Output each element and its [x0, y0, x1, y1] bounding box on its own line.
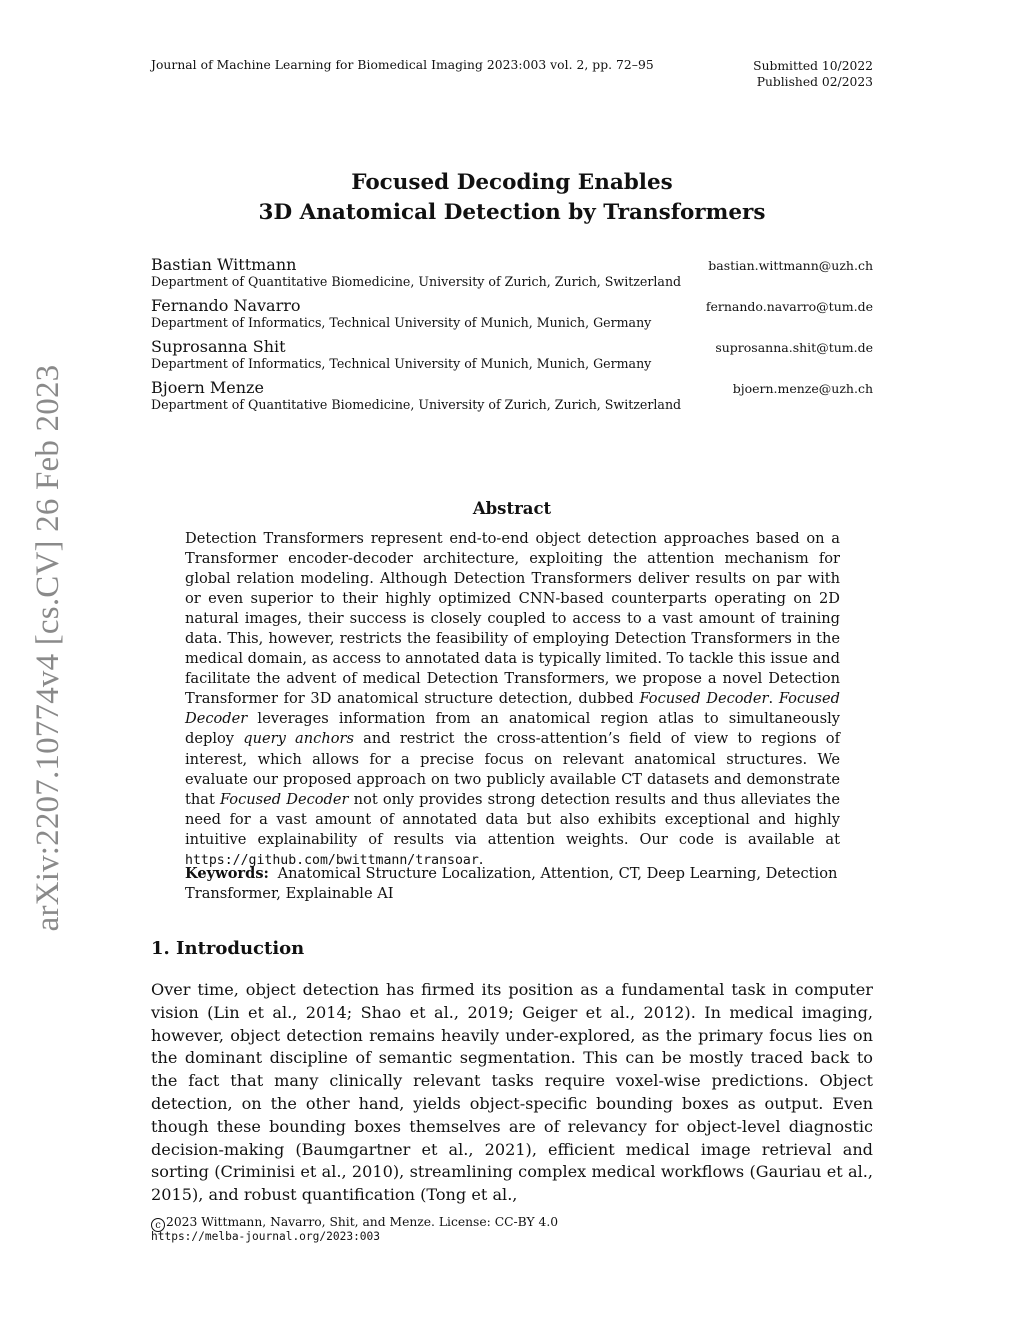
author-affiliation: Department of Informatics, Technical University of Munich, Munich, Germany — [151, 356, 652, 371]
author-block — [151, 337, 873, 378]
abstract-emphasis: Focused Decoder — [219, 790, 349, 808]
section-heading-introduction: 1. Introduction — [151, 938, 305, 959]
author-affiliation: Department of Quantitative Biomedicine, University of Zurich, Zurich, Switzerland — [151, 397, 682, 412]
copyright-text: 2023 Wittmann, Navarro, Shit, and Menze. License: CC-BY 4.0 — [166, 1215, 559, 1229]
copyright-icon: c — [151, 1218, 165, 1232]
arxiv-stamp: arXiv:2207.10774v4 [cs.CV] 26 Feb 2023 — [30, 364, 66, 932]
author-email[interactable]: bastian.wittmann@uzh.ch — [708, 258, 873, 273]
keywords — [185, 864, 840, 904]
keywords-text: Anatomical Structure Localization, Attention, CT, Deep Learning, Detection Transformer, Explainable AI — [185, 865, 838, 902]
title-line-1: Focused Decoding Enables — [351, 170, 673, 195]
abstract-emphasis: Focused Decoder — [185, 690, 840, 728]
code-link[interactable]: https://github.com/bwittmann/transoar — [185, 852, 479, 868]
author-name: Suprosanna Shit — [151, 337, 286, 356]
author-affiliation: Department of Quantitative Biomedicine, University of Zurich, Zurich, Switzerland — [151, 274, 682, 289]
author-block — [151, 255, 873, 296]
submission-dates — [753, 58, 873, 90]
abstract-text — [185, 529, 840, 871]
author-list — [151, 255, 873, 419]
author-email[interactable]: bjoern.menze@uzh.ch — [732, 381, 873, 396]
submitted-date: Submitted 10/2022 — [753, 59, 873, 73]
author-affiliation: Department of Informatics, Technical University of Munich, Munich, Germany — [151, 315, 652, 330]
author-block — [151, 296, 873, 337]
abstract-text-run: Detection Transformers represent end-to-end object detection approaches based on a Transformer encoder-decoder architecture, exploiting the attention mechanism for global relation modeling. Although Detection Transformers deliver results on par with or even superior to their highly optimized CNN-based counterparts operating on 2D natural images, their success is closely coupled to access to a vast amount of training data. This, however, restricts the feasibility of employing Detection Transformers in the medical domain, as access to annotated data is typically limited. To tackle this issue and facilitate the advent of medical Detection Transformers, we propose a novel Detection Transformer for 3D anatomical structure detection, dubbed — [185, 530, 841, 708]
abstract-text-run: and restrict the cross-attention’s field of view to regions of interest, which allows for a precise focus on relevant anatomical structures. We evaluate our proposed approach on two publicly available CT datasets and demonstrate that — [185, 730, 840, 808]
author-name: Bjoern Menze — [151, 378, 264, 397]
abstract-text-run: . — [768, 690, 779, 708]
author-name: Bastian Wittmann — [151, 255, 297, 274]
abstract-emphasis: Focused Decoder — [639, 690, 769, 708]
keywords-label: Keywords: — [185, 865, 269, 882]
author-email[interactable]: fernando.navarro@tum.de — [705, 299, 873, 314]
author-name: Fernando Navarro — [151, 296, 301, 315]
journal-header: Journal of Machine Learning for Biomedical Imaging 2023:003 vol. 2, pp. 72–95 — [151, 58, 654, 72]
author-email[interactable]: suprosanna.shit@tum.de — [715, 340, 873, 355]
published-date: Published 02/2023 — [756, 75, 873, 89]
abstract-text-run: leverages information from an anatomical region atlas to simultaneously deploy — [185, 710, 840, 748]
abstract-text-run: not only provides strong detection results and thus alleviates the need for a vast amount of annotated data but also exhibits exceptional and highly intuitive explainability of results via attention weights. Our code is available at — [185, 790, 841, 848]
paper-title — [151, 168, 873, 228]
author-block — [151, 378, 873, 419]
title-line-2: 3D Anatomical Detection by Transformers — [258, 200, 766, 225]
footer-url[interactable]: https://melba-journal.org/2023:003 — [151, 1230, 381, 1243]
abstract-emphasis: query anchors — [243, 730, 354, 748]
abstract-heading: Abstract — [472, 499, 552, 518]
abstract-text-run: . — [478, 850, 484, 868]
introduction-text: Over time, object detection has firmed its position as a fundamental task in computer vision (Lin et al., 2014; Shao et al., 2019; Geiger et al., 2012). In medical imaging, however, object detection remains heavily under-explored, as the primary focus lies on the dominant discipline of semantic segmentation. This can be mostly traced back to the fact that many clinically relevant tasks require voxel-wise predictions. Object detection, on the other hand, yields object-specific bounding boxes as output. Even though these bounding boxes themselves are of relevancy for object-level diagnostic decision-making (Baumgartner et al., 2021), efficient medical image retrieval and sorting (Criminisi et al., 2010), streamlining complex medical workflows (Gauriau et al., 2015), and robust quantification (Tong et al., — [151, 980, 873, 1205]
